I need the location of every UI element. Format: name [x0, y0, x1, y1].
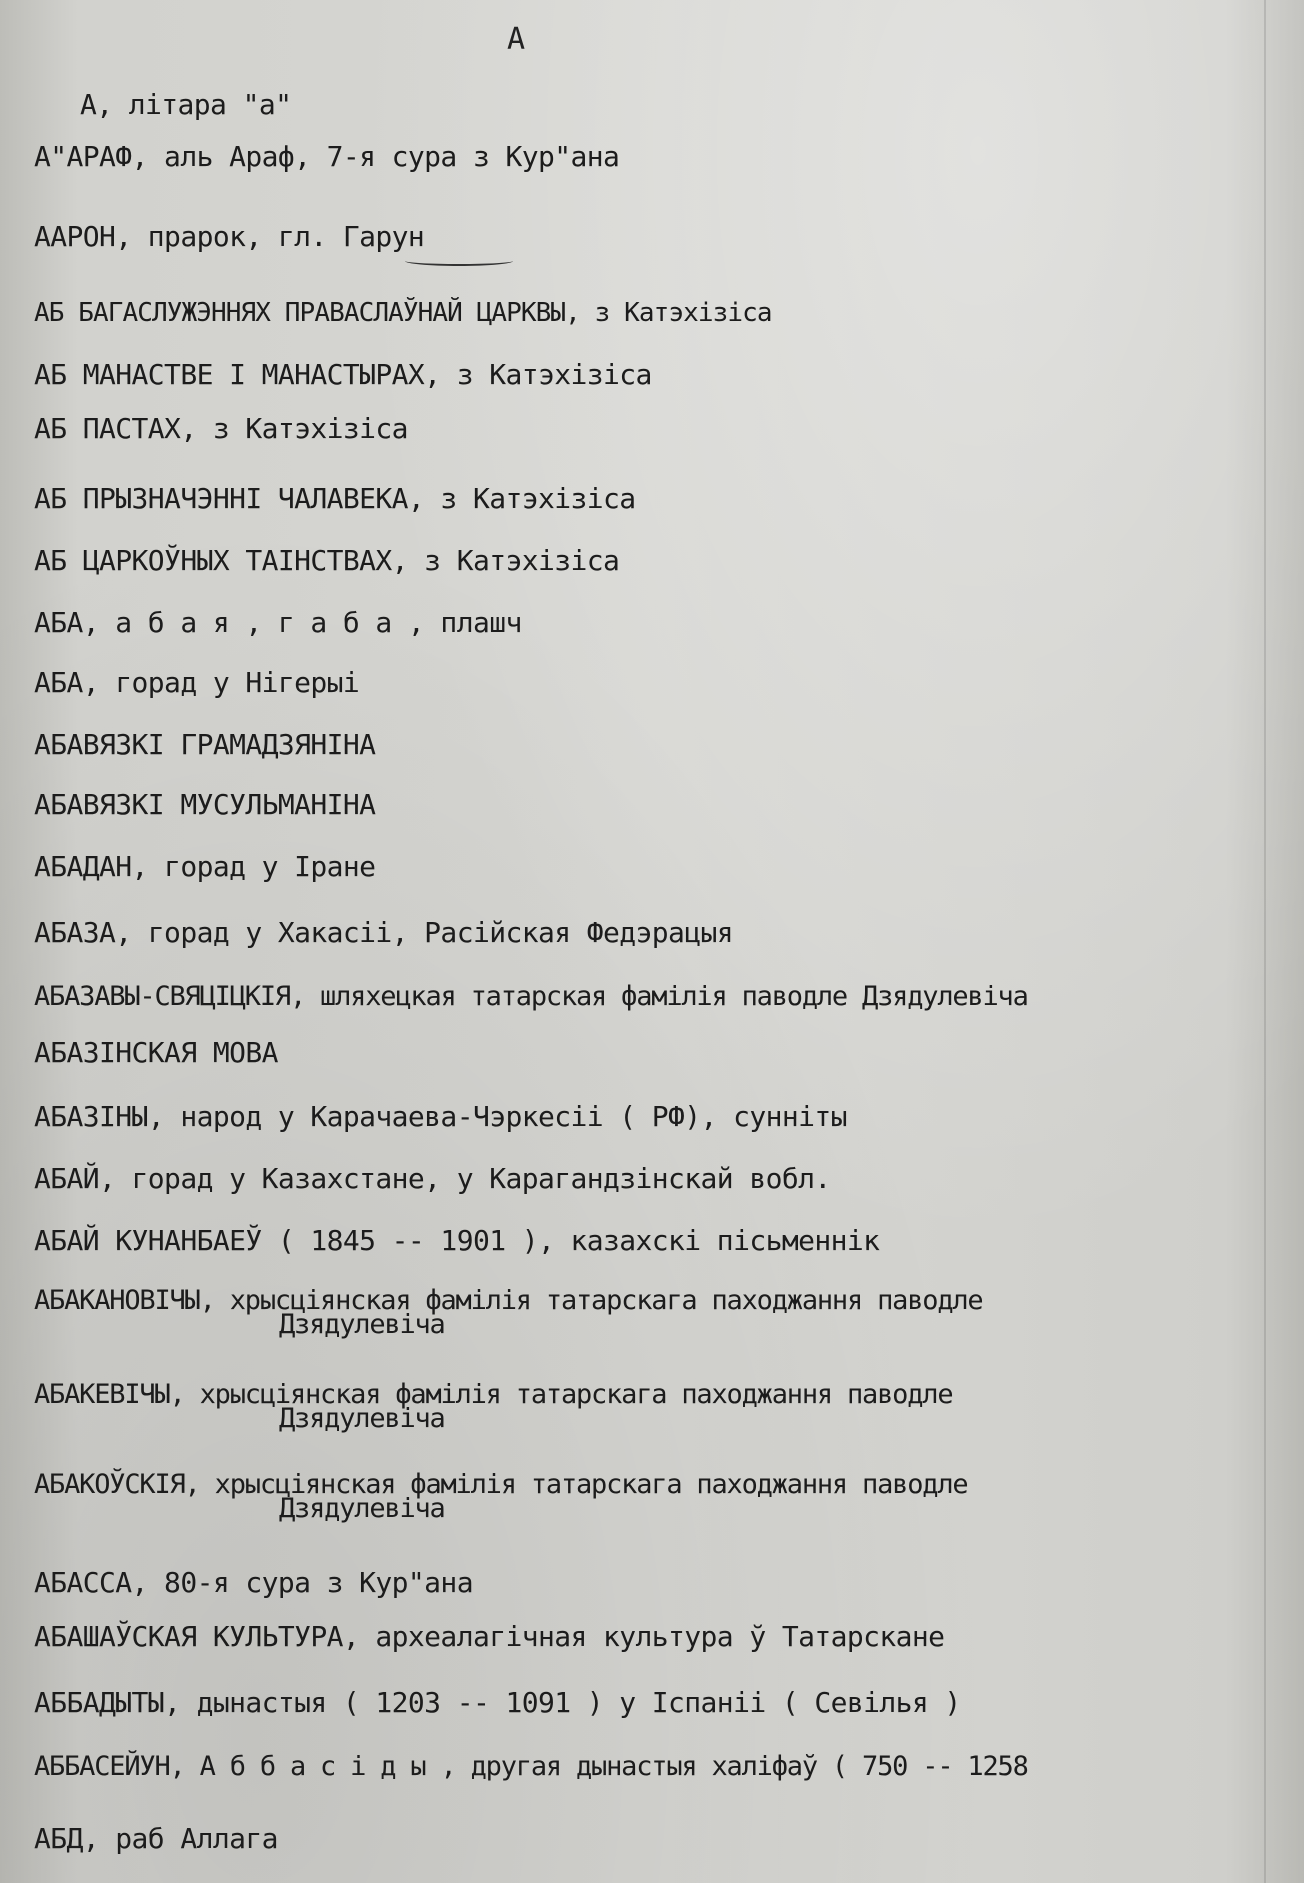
entry-23: АБАШАЎСКАЯ КУЛЬТУРА, археалагічная культура ў Татарскане [34, 1620, 945, 1653]
entry-18: АБАЙ КУНАНБАЕЎ ( 1845 -- 1901 ), казахскі пісьменнік [34, 1224, 880, 1257]
entry-20-text: АБАКЕВІЧЫ, хрысціянская фамілія татарскага паходжання паводле [34, 1379, 953, 1410]
entry-16: АБАЗІНЫ, народ у Карачаева-Чэркесіі ( РФ), сунніты [34, 1100, 847, 1133]
entry-6: АБ ПРЫЗНАЧЭННІ ЧАЛАВЕКА, з Катэхізіса [34, 482, 636, 515]
entry-5: АБ ПАСТАХ, з Катэхізіса [34, 412, 408, 445]
entry-7: АБ ЦАРКОЎНЫХ ТАІНСТВАХ, з Катэхізіса [34, 544, 620, 577]
entry-13: АБАЗА, горад у Хакасіі, Расійская Федэрацыя [34, 916, 734, 949]
entry-11: АБАВЯЗКІ МУСУЛЬМАНІНА [34, 788, 376, 821]
entry-20 [34, 1380, 952, 1434]
entry-9: АБА, горад у Нігерыі [34, 666, 360, 699]
entry-17: АБАЙ, горад у Казахстане, у Карагандзінскай вобл. [34, 1162, 831, 1195]
entry-19-continuation: Дзядулевіча [279, 1309, 445, 1340]
entry-10: АБАВЯЗКІ ГРАМАДЗЯНІНА [34, 728, 376, 761]
entry-12: АБАДАН, горад у Іране [34, 850, 376, 883]
entry-24: АББАДЫТЫ, дынастыя ( 1203 -- 1091 ) у Іспаніі ( Севілья ) [34, 1686, 961, 1719]
entry-19 [34, 1286, 983, 1340]
entry-21-continuation: Дзядулевіча [279, 1493, 445, 1524]
entry-1: А"АРАФ, аль Араф, 7-я сура з Кур"ана [34, 140, 620, 173]
entry-25: АББАСЕЙУН, А б б а с і д ы , другая дынастыя халіфаў ( 750 -- 1258 [34, 1751, 1028, 1782]
entry-2: ААРОН, прарок, гл. Гарун [34, 220, 425, 253]
handwritten-underline [405, 256, 513, 266]
entry-19-text: АБАКАНОВІЧЫ, хрысціянская фамілія татарскага паходжання паводле [34, 1285, 983, 1316]
paper-fold [1264, 0, 1266, 1883]
section-letter-heading: А [507, 22, 527, 57]
entry-21 [34, 1470, 967, 1524]
entry-14: АБАЗАВЫ-СВЯЦІЦКІЯ, шляхецкая татарская фамілія паводле Дзядулевіча [34, 981, 1028, 1012]
entry-0: А, літара "а" [80, 88, 292, 121]
entry-20-continuation: Дзядулевіча [279, 1403, 445, 1434]
entry-3: АБ БАГАСЛУЖЭННЯХ ПРАВАСЛАЎНАЙ ЦАРКВЫ, з Катэхізіса [34, 298, 772, 328]
entry-26: АБД, раб Аллага [34, 1822, 278, 1855]
entry-21-text: АБАКОЎСКІЯ, хрысціянская фамілія татарскага паходжання паводле [34, 1469, 968, 1500]
entry-22: АБАССА, 80-я сура з Кур"ана [34, 1566, 473, 1599]
entry-8: АБА, а б а я , г а б а , плашч [34, 606, 522, 639]
entry-4: АБ МАНАСТВЕ І МАНАСТЫРАХ, з Катэхізіса [34, 358, 652, 391]
entry-15: АБАЗІНСКАЯ МОВА [34, 1036, 278, 1069]
